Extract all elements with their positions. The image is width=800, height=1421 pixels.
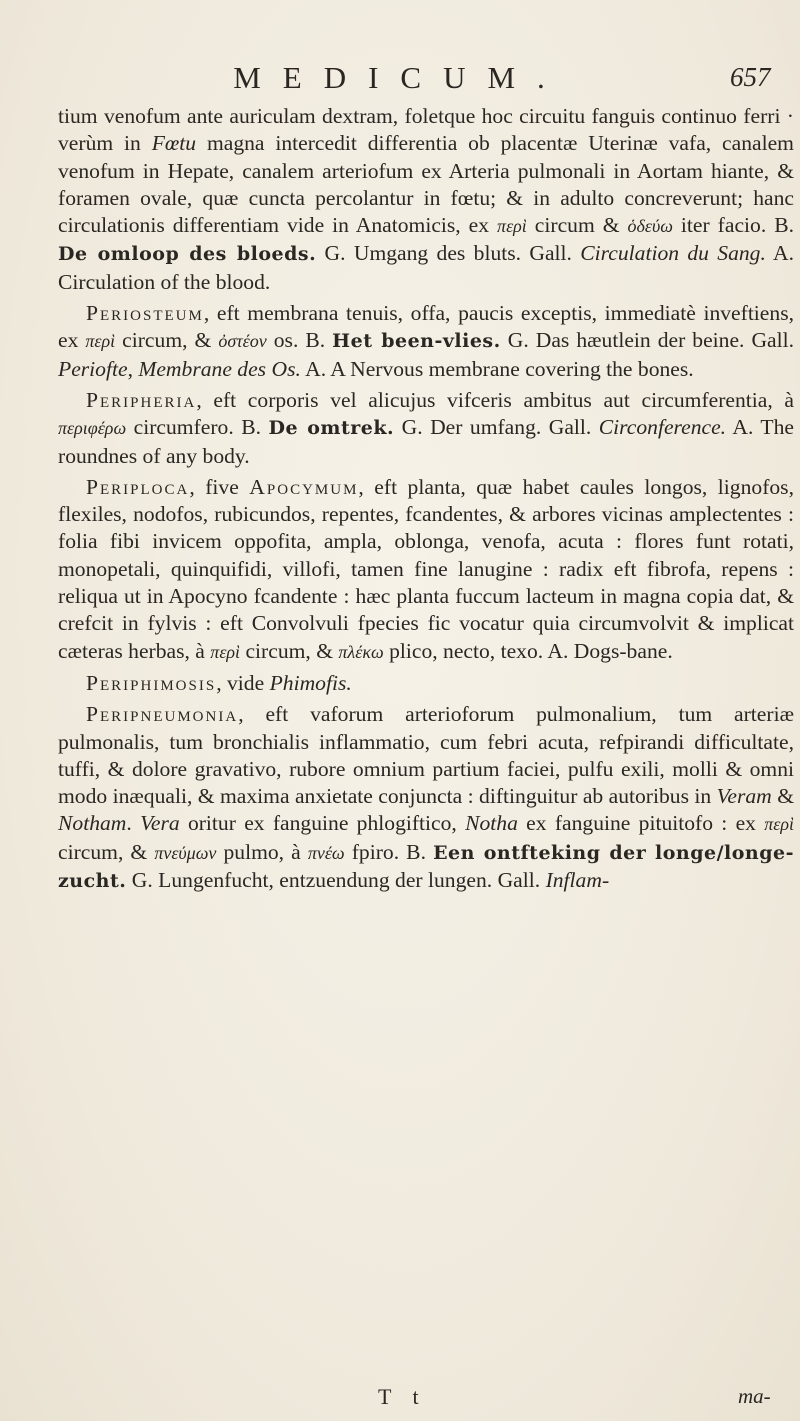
- text-run: G. Der umfang. Gall.: [394, 415, 599, 440]
- french-term: Circulation du Sang.: [580, 241, 766, 266]
- text-run: plico, necto, texo. A. Dogs-bane.: [383, 638, 673, 663]
- dutch-blackletter: Een ontfteking der longe/longe-zucht.: [58, 841, 794, 893]
- greek-word: πνεύμων: [154, 842, 217, 863]
- entry-peripneumonia: [58, 701, 794, 895]
- entry-headword: Peripneumonia: [86, 702, 239, 727]
- entry-peripheria: [58, 387, 794, 470]
- greek-word: περιφέρω: [58, 418, 127, 439]
- text-run: , eft vaforum arterioforum pulmonalium, tum arteriæ pulmonalis, tum bronchialis inflammatio, cum febri acuta, refpirandi difficultate, tuffi, & dolore gravativo, rubore omnium partium faciei, pulfu exili, molli & omni modo inæquali, & maxima anxietate conjuncta : diftinguitur ab autoribus in: [58, 702, 794, 809]
- cross-reference: Phimofis.: [269, 670, 352, 695]
- text-run: , vide: [216, 670, 270, 695]
- text-run: circumfero. B.: [126, 415, 269, 440]
- entry-headword: Apocymum: [249, 474, 359, 499]
- text-run: G. Lungenfucht, entzuendung der lungen. Gall.: [126, 868, 546, 893]
- dutch-blackletter: De omloop des bloeds.: [58, 243, 317, 266]
- page-number: 657: [730, 62, 771, 92]
- text-run: circum &: [526, 213, 628, 238]
- text-run: , eft planta, quæ habet caules longos, lignofos, flexiles, nodofos, rubicundos, repentes, fcandentes, & arbores vicinas amplectentes : folia fibi invicem oppofita, ampla, oblonga, venofa, acuta : flores funt rotati, monopetali, quinquifidi, villofi, tamen fine lanugine : radix eft fibrofa, repens : reliqua ut in Apocyno fcandente : hæc planta fuccum lacteum in magna copia dat, & crefcit in fylvis : eft Convolvuli fpecies fic vocatur quia circumvolvit & implicat cæteras herbas, à: [58, 474, 794, 663]
- dictionary-column: [58, 103, 794, 895]
- running-head: MEDICUM.: [233, 60, 567, 95]
- text-run: magna intercedit differentia ob placentæ Uterinæ vafa, canalem venofum in Hepate, canalem arteriofum ex Arteria pulmonali in Aortam hiante, & foramen ovale, quæ cuncta percolantur in fœtu; & in adulto concreverunt; hanc circulationis differentiam vide in Anatomicis, ex: [58, 131, 794, 238]
- entry-periosteum: [58, 300, 794, 383]
- text-run: tium venofum ante auriculam dextram, foletque hoc circuitu fanguis continuo ferri · verùm in: [58, 104, 794, 156]
- text-run: circum, &: [58, 839, 155, 864]
- entry-headword: Periploca: [86, 474, 190, 499]
- greek-word: περὶ: [85, 331, 116, 352]
- text-run: ex fanguine pituitofo : ex: [517, 811, 765, 836]
- text-run: ,: [127, 356, 139, 381]
- italic-term: Vera: [140, 811, 180, 836]
- text-run: , five: [189, 474, 250, 499]
- text-run: G. Umgang des bluts. Gall.: [316, 241, 581, 266]
- text-run: G. Das hæutlein der beine. Gall.: [500, 328, 795, 353]
- catchword: ma-: [738, 1384, 771, 1408]
- french-term: Membrane des Os.: [138, 356, 301, 381]
- dutch-blackletter: Het been-vlies.: [332, 330, 501, 353]
- text-run: &: [771, 784, 794, 809]
- entry-periploca: [58, 474, 794, 666]
- italic-term: Notha: [465, 811, 518, 836]
- text-run: , eft corporis vel alicujus vifceris ambitus aut circumferentia, à: [196, 387, 794, 412]
- text-run: fpiro. B.: [344, 839, 434, 864]
- french-term: Periofte: [58, 356, 128, 381]
- entry-headword: Periphimosis: [86, 670, 217, 695]
- greek-word: περὶ: [497, 216, 527, 237]
- text-run: os. B.: [266, 328, 333, 353]
- text-run: A. The roundnes of any body.: [58, 415, 794, 468]
- text-run: A. Circulation of the blood.: [58, 241, 794, 294]
- greek-word: ὀστέον: [218, 331, 267, 352]
- text-run: .: [126, 811, 141, 836]
- text-run: A. A Nervous membrane covering the bones.: [300, 356, 694, 381]
- signature-mark: T t: [378, 1384, 427, 1409]
- text-run: circum, &: [115, 328, 219, 353]
- entry-headword: Periosteum: [86, 301, 204, 326]
- page-header: [0, 60, 800, 100]
- text-run: iter facio. B.: [672, 213, 794, 238]
- greek-word: περὶ: [210, 641, 241, 662]
- text-run: , eft membrana tenuis, offa, paucis exceptis, immediatè inveftiens, ex: [58, 301, 794, 353]
- text-run: pulmo, à: [216, 839, 308, 864]
- italic-term: Veram: [716, 784, 772, 809]
- greek-word: πλέκω: [338, 641, 384, 662]
- french-term: Circonference.: [598, 415, 727, 440]
- italic-term: Notham: [58, 811, 127, 836]
- french-term: Inflam-: [545, 868, 610, 893]
- entry-periphimosis: [58, 670, 794, 697]
- greek-word: πνέω: [307, 842, 345, 863]
- page-footer: [0, 1384, 800, 1414]
- italic-term: Fœtu: [151, 131, 197, 156]
- entry-circulation-continuation: [58, 103, 794, 296]
- entry-headword: Peripheria: [86, 387, 197, 412]
- text-run: oritur ex fanguine phlogiftico,: [179, 811, 466, 836]
- greek-word: ὁδεύω: [627, 216, 673, 237]
- text-run: circum, &: [240, 638, 339, 663]
- dutch-blackletter: De omtrek.: [268, 417, 395, 440]
- greek-word: περὶ: [764, 814, 795, 835]
